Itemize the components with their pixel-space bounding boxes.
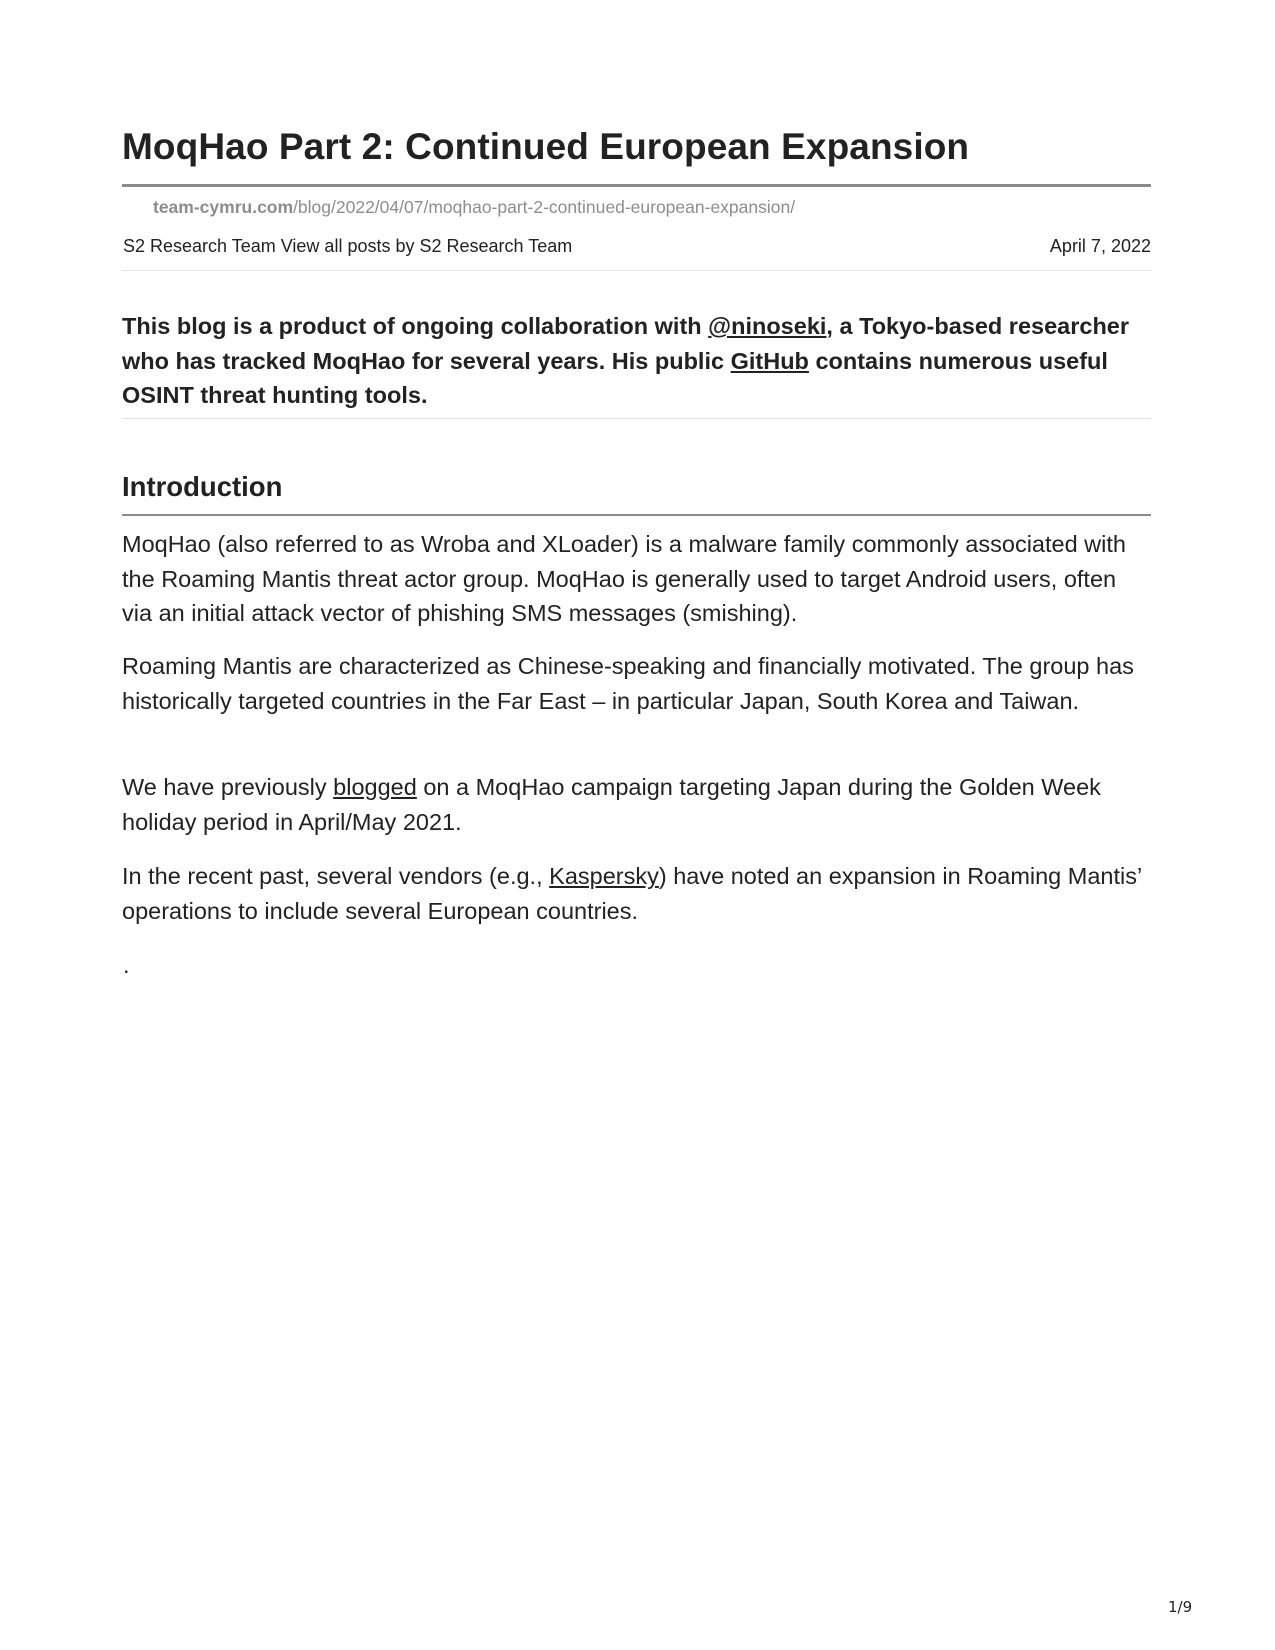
publish-date: April 7, 2022 [1049, 236, 1151, 256]
author-line: S2 Research Team View all posts by S2 Research Team [123, 236, 573, 256]
note-divider [122, 418, 1151, 419]
meta-divider [122, 270, 1151, 271]
ninoseki-link[interactable]: @ninoseki [708, 313, 827, 339]
kaspersky-link[interactable]: Kaspersky [549, 863, 659, 889]
trailing-dot: . [123, 952, 130, 978]
github-link[interactable]: GitHub [730, 347, 809, 374]
paragraph-3-text-2: on a MoqHao campaign targeting Japan during the Golden Week holiday period in April/May 2021. [122, 774, 1101, 835]
paragraph-3 [122, 770, 1151, 839]
paragraph-4-text-1: In the recent past, several vendors (e.g., [122, 863, 550, 889]
note-text-1: This blog is a product of ongoing collaboration with [122, 313, 709, 339]
url-domain: team-cymru.com [153, 197, 294, 217]
section-heading-divider [122, 514, 1151, 516]
paragraph-2: Roaming Mantis are characterized as Chinese-speaking and financially motivated. The group has historically targeted countries in the Far East – in particular Japan, South Korea and Taiwan. [122, 653, 1134, 714]
paragraph-1: MoqHao (also referred to as Wroba and XLoader) is a malware family commonly associated with the Roaming Mantis threat actor group. MoqHao is generally used to target Android users, often via an initial attack vector of phishing SMS messages (smishing). [122, 531, 1126, 626]
paragraph-3-text-1: We have previously [122, 774, 334, 800]
blogged-link[interactable]: blogged [333, 774, 417, 800]
title-divider [122, 184, 1151, 187]
paragraph-4 [122, 859, 1151, 928]
note-text-2: , a Tokyo-based researcher who has tracked MoqHao for several years. His public [122, 313, 1130, 374]
collaboration-note [122, 309, 1151, 413]
page-number: 1/9 [1168, 1598, 1193, 1616]
source-url [153, 197, 795, 218]
section-heading-introduction: Introduction [122, 471, 283, 502]
paragraph-4-text-2: ) have noted an expansion in Roaming Mantis’ operations to include several European countries. [122, 863, 1142, 924]
note-text-3: contains numerous useful OSINT threat hunting tools. [122, 347, 1108, 408]
article-title: MoqHao Part 2: Continued European Expansion [122, 126, 970, 167]
url-path: /blog/2022/04/07/moqhao-part-2-continued-european-expansion/ [293, 197, 796, 217]
